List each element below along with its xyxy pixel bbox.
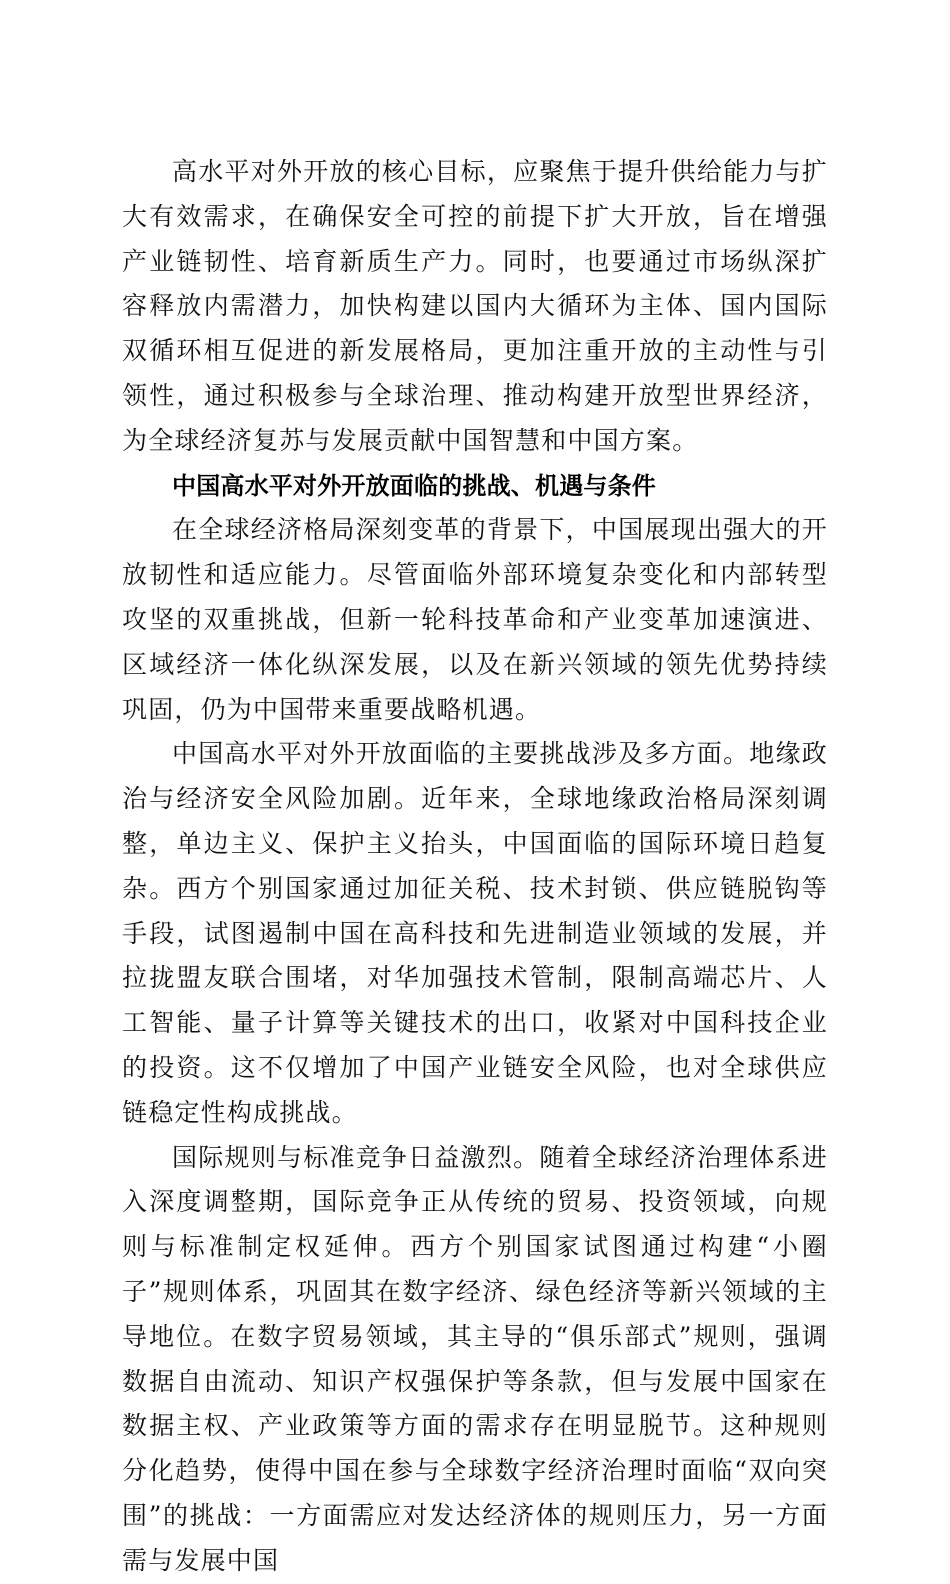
paragraph-main-challenges: 中国高水平对外开放面临的主要挑战涉及多方面。地缘政治与经济安全风险加剧。近年来，全球地缘政治格局深刻调整，单边主义、保护主义抬头，中国面临的国际环境日趋复杂。西方个别国家通过加征关税、技术封锁、供应链脱钩等手段，试图遏制中国在高科技和先进制造业领域的发展，并拉拢盟友联合围堵，对华加强技术管制，限制高端芯片、人工智能、量子计算等关键技术的出口，收紧对中国科技企业的投资。这不仅增加了中国产业链安全风险，也对全球供应链稳定性构成挑战。 xyxy=(122,739,828,1127)
document-page xyxy=(122,150,828,1584)
paragraph-background: 在全球经济格局深刻变革的背景下，中国展现出强大的开放韧性和适应能力。尽管面临外部环境复杂变化和内部转型攻坚的双重挑战，但新一轮科技革命和产业变革加速演进、区域经济一体化纵深发展，以及在新兴领域的领先优势持续巩固，仍为中国带来重要战略机遇。 xyxy=(122,515,828,724)
paragraph-rules-competition: 国际规则与标准竞争日益激烈。随着全球经济治理体系进入深度调整期，国际竞争正从传统的贸易、投资领域，向规则与标准制定权延伸。西方个别国家试图通过构建“小圈子”规则体系，巩固其在数字经济、绿色经济等新兴领域的主导地位。在数字贸易领域，其主导的“俱乐部式”规则，强调数据自由流动、知识产权强保护等条款，但与发展中国家在数据主权、产业政策等方面的需求存在明显脱节。这种规则分化趋势，使得中国在参与全球数字经济治理时面临“双向突围”的挑战：一方面需应对发达经济体的规则压力，另一方面需与发展中国 xyxy=(122,1142,828,1575)
paragraph-core-goal: 高水平对外开放的核心目标，应聚焦于提升供给能力与扩大有效需求，在确保安全可控的前提下扩大开放，旨在增强产业链韧性、培育新质生产力。同时，也要通过市场纵深扩容释放内需潜力，加快构建以国内大循环为主体、国内国际双循环相互促进的新发展格局，更加注重开放的主动性与引领性，通过积极参与全球治理、推动构建开放型世界经济，为全球经济复苏与发展贡献中国智慧和中国方案。 xyxy=(122,157,828,455)
section-heading: 中国高水平对外开放面临的挑战、机遇与条件 xyxy=(172,471,656,500)
